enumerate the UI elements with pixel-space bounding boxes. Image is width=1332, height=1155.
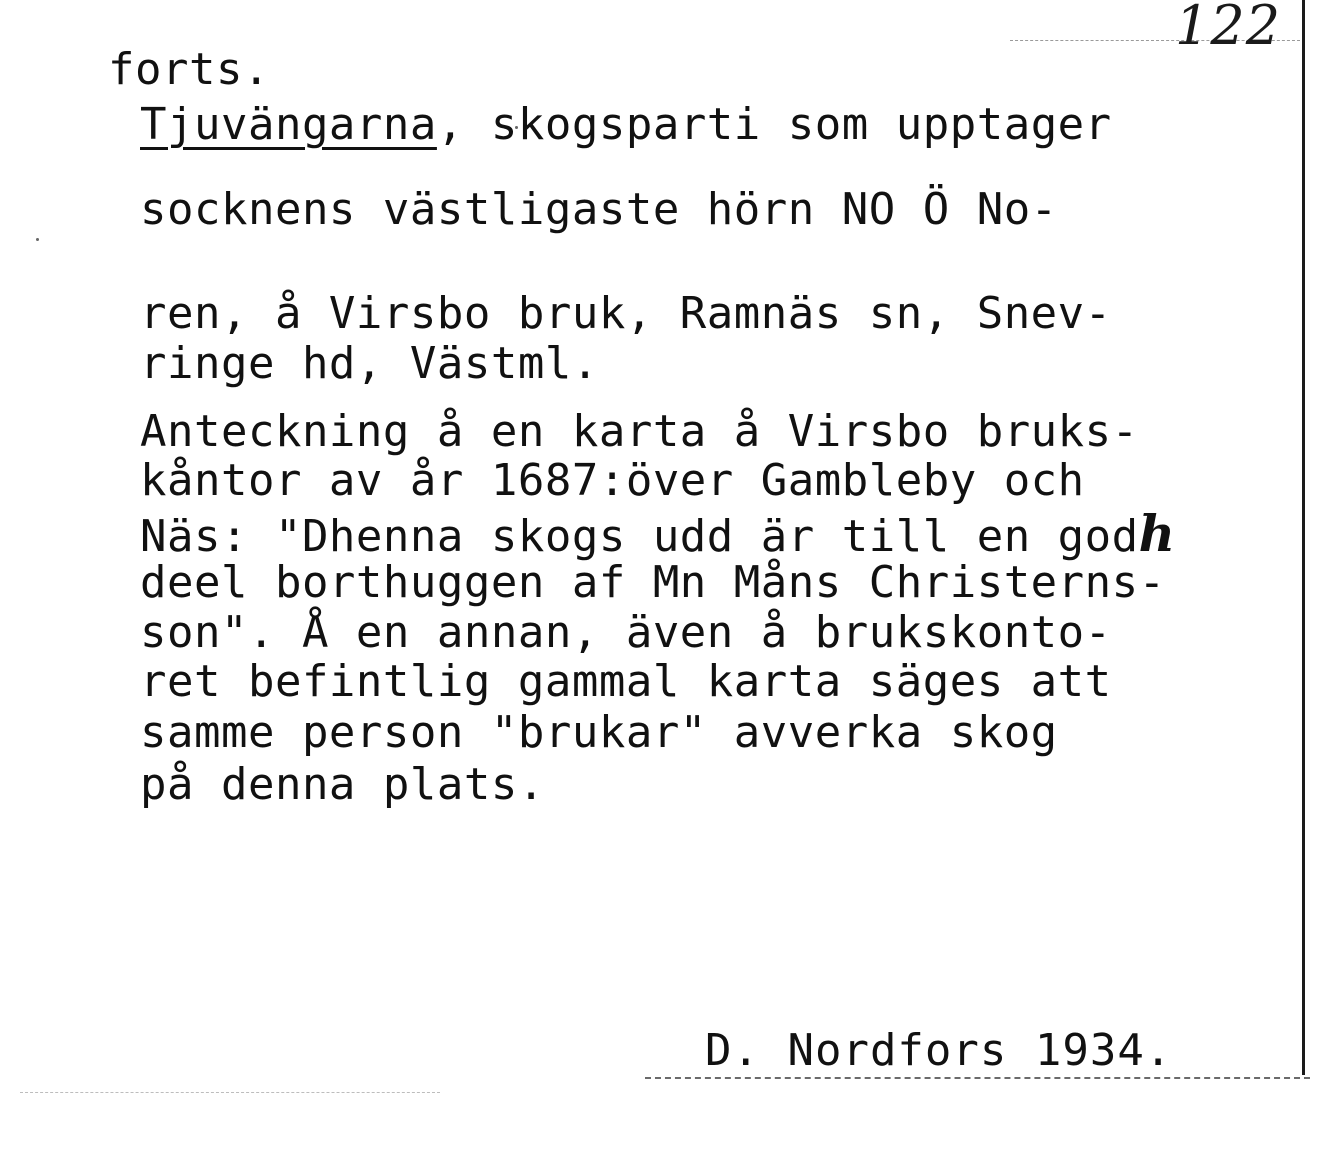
text-line: Anteckning å en karta å Virsbo bruks- bbox=[140, 406, 1139, 457]
text-line: socknens västligaste hörn NO Ö No- bbox=[140, 184, 1058, 235]
heading-line bbox=[140, 99, 1112, 150]
bottom-faint-line bbox=[20, 1092, 440, 1093]
handwritten-correction: h bbox=[1138, 504, 1175, 563]
bottom-ruler-line bbox=[645, 1077, 1310, 1079]
text-line: på denna plats. bbox=[140, 759, 545, 810]
text-segment: Näs: "Dhenna skogs udd är till en god bbox=[140, 511, 1139, 562]
text-line: samme person "brukar" avverka skog bbox=[140, 707, 1058, 758]
text-line: son". Å en annan, även å brukskonto- bbox=[140, 607, 1112, 658]
page-number: 122 bbox=[1175, 0, 1282, 57]
text-line: kåntor av år 1687:över Gambleby och bbox=[140, 455, 1085, 506]
headword: Tjuvängarna bbox=[140, 99, 437, 150]
text-line: ringe hd, Västml. bbox=[140, 338, 599, 389]
scan-speck bbox=[36, 238, 39, 241]
intro-text: forts. bbox=[108, 44, 270, 95]
card-edge-line bbox=[1302, 0, 1305, 1075]
text-line: ret befintlig gammal karta säges att bbox=[140, 656, 1112, 707]
text-line: ren, å Virsbo bruk, Ramnäs sn, Snev- bbox=[140, 288, 1112, 339]
text-line bbox=[140, 504, 1175, 563]
text-line: deel borthuggen af Mn Måns Christerns- bbox=[140, 557, 1166, 608]
signature-line: D. Nordfors 1934. bbox=[705, 1025, 1173, 1076]
heading-trail: , skogsparti som upptager bbox=[436, 99, 1112, 150]
